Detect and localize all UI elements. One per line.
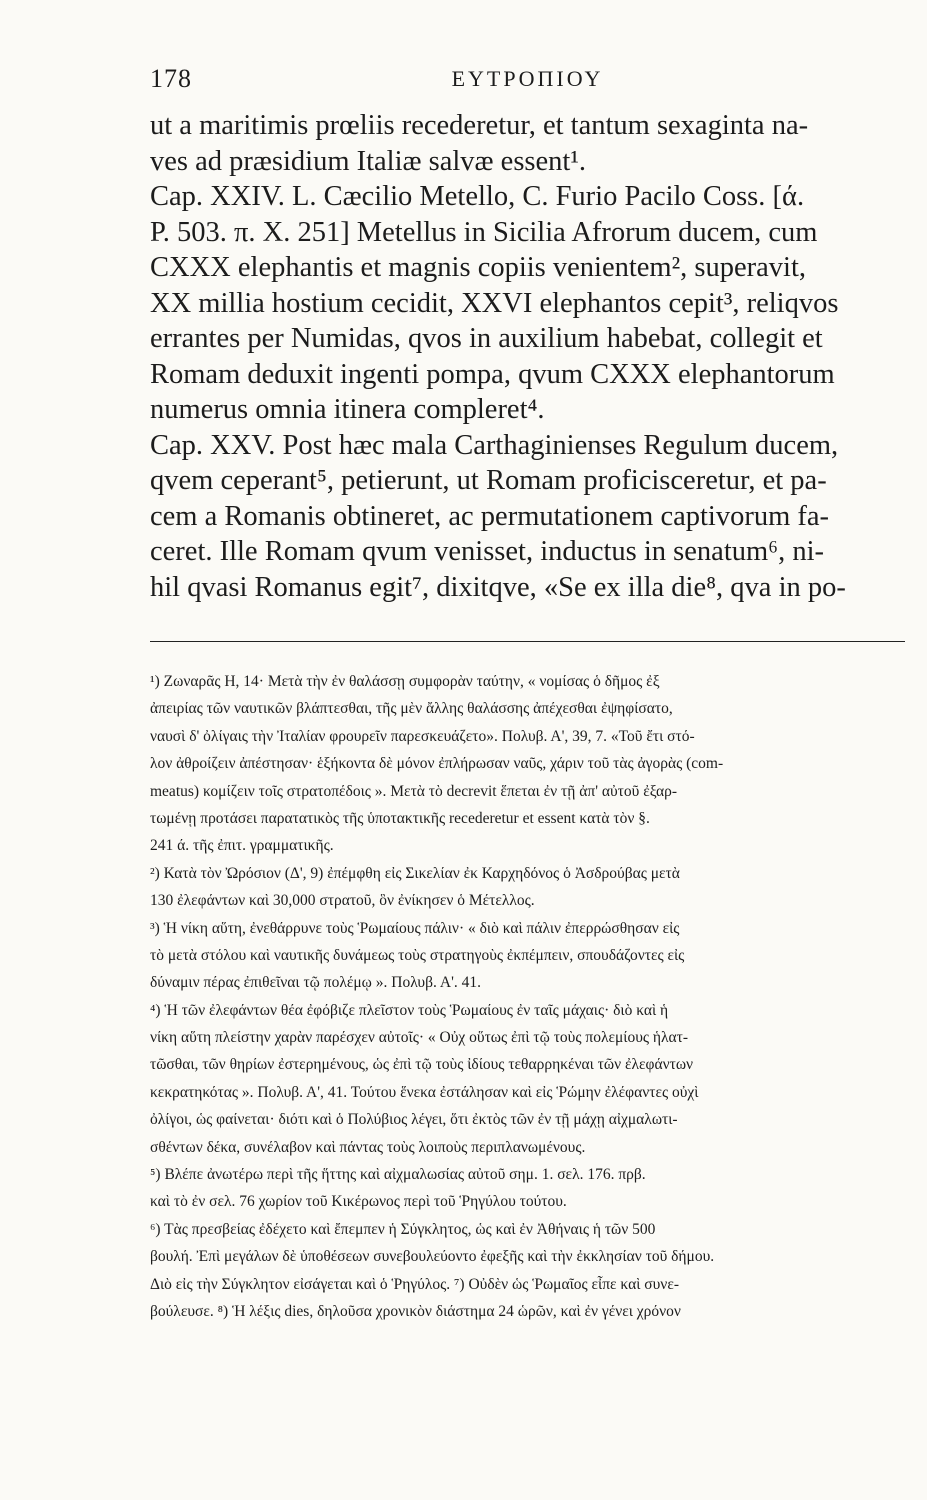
footnote-line: ⁴) Ἡ τῶν ἐλεφάντων θέα ἐφόβιζε πλεῖστον τοὺς Ῥωμαίους ἐν ταῖς μάχαις· διὸ καὶ ἡ xyxy=(150,1001,669,1019)
footnote-line: καὶ τὸ ἐν σελ. 76 χωρίον τοῦ Κικέρωνος περὶ τοῦ Ῥηγύλου τούτου. xyxy=(150,1193,567,1211)
footnote-line: δύναμιν πέρας ἐπιθεῖναι τῷ πολέμῳ ». Πολυβ. Α'. 41. xyxy=(150,974,481,992)
footnote-line: λον ἀθροίζειν ἀπέστησαν· ἑξήκοντα δὲ μόνον ἐπλήρωσαν ναῦς, χάριν τοῦ τὰς ἀγορὰς (com- xyxy=(150,755,724,773)
text-line: CXXX elephantis et magnis copiis venientem², superavit, xyxy=(150,252,806,283)
footnote-line: 241 ά. τῆς ἐπιτ. γραμματικῆς. xyxy=(150,837,334,855)
text-line: Cap. XXIV. L. Cæcilio Metello, C. Furio Pacilo Coss. [ά. xyxy=(150,181,805,212)
text-line: XX millia hostium cecidit, XXVI elephantos cepit³, reliqvos xyxy=(150,287,839,319)
footnote-divider xyxy=(150,641,905,642)
footnote-line: ναυσὶ δ' ὀλίγαις τὴν Ἰταλίαν φρουρεῖν παρεσκευάζετο». Πολυβ. Α', 39, 7. «Τοῦ ἔτι στό- xyxy=(150,727,695,745)
footnote-line: ²) Κατὰ τὸν Ὠρόσιον (Δ', 9) ἐπέμφθη εἰς Σικελίαν ἐκ Καρχηδόνος ὁ Ἀσδρούβας μετὰ xyxy=(150,864,680,882)
footnote-line: ³) Ἡ νίκη αὕτη, ἐνεθάρρυνε τοὺς Ῥωμαίους πάλιν· « διὸ καὶ πάλιν ἐπερρώσθησαν εἰς xyxy=(150,919,680,937)
text-line: numerus omnia itinera compleret⁴. xyxy=(150,394,545,425)
text-line: ut a maritimis prœliis recederetur, et tantum sexaginta na- xyxy=(150,110,809,141)
footnote-line: τωμένῃ προτάσει παρατατικὸς τῆς ὑποτακτικῆς recederetur et essent κατὰ τὸν §. xyxy=(150,809,650,827)
text-line: cem a Romanis obtineret, ac permutationem captivorum fa- xyxy=(150,500,830,532)
text-line: Romam deduxit ingenti pompa, qvum CXXX elephantorum xyxy=(150,358,835,390)
footnote-line: κεκρατηκότας ». Πολυβ. Α', 41. Τούτου ἕνεκα ἐστάλησαν καὶ εἰς Ῥώμην ἐλέφαντες οὐχὶ xyxy=(150,1083,699,1101)
footnote-line: νίκη αὕτη πλείστην χαρὰν παρέσχεν αὐτοῖς· « Οὐχ οὕτως ἐπὶ τῷ τοὺς πολεμίους ἡλατ- xyxy=(150,1029,689,1047)
footnote-line: βούλευσε. ⁸) Ἡ λέξις dies, δηλοῦσα χρονικὸν διάστημα 24 ὡρῶν, καὶ ἐν γένει χρόνον xyxy=(150,1302,681,1320)
footnote-line: ἀπειρίας τῶν ναυτικῶν βλάπτεσθαι, τῆς μὲν ἄλλης θαλάσσης ἀπέχεσθαι ἐψηφίσατο, xyxy=(150,700,673,718)
text-line: qvem ceperant⁵, petierunt, ut Romam proficisceretur, et pa- xyxy=(150,465,827,496)
page-number: 178 xyxy=(150,64,192,93)
footnotes xyxy=(150,668,905,1325)
footnote-line: ¹) Ζωναρᾶς Η, 14· Μετὰ τὴν ἐν θαλάσσῃ συμφορὰν ταύτην, « νομίσας ὁ δῆμος ἐξ xyxy=(150,673,660,690)
footnote-line: 130 ἐλεφάντων καὶ 30,000 στρατοῦ, ὃν ἐνίκησεν ὁ Μέτελλος. xyxy=(150,892,535,910)
page-header xyxy=(150,64,905,104)
main-text xyxy=(150,108,905,605)
footnote-line: τῶσθαι, τῶν θηρίων ἐστερημένους, ὡς ἐπὶ τῷ τοὺς ἰδίους τεθαρρηκέναι τῶν ἐλεφάντων xyxy=(150,1056,694,1074)
text-line: Cap. XXV. Post hæc mala Carthaginienses Regulum ducem, xyxy=(150,429,839,461)
footnote-line: Διὸ εἰς τὴν Σύγκλητον εἰσάγεται καὶ ὁ Ῥηγύλος. ⁷) Οὐδὲν ὡς Ῥωμαῖος εἶπε καὶ συνε- xyxy=(150,1275,679,1293)
text-line: hil qvasi Romanus egit⁷, dixitqve, «Se ex illa die⁸, qva in po- xyxy=(150,571,846,603)
text-line: errantes per Numidas, qvos in auxilium habebat, collegit et xyxy=(150,323,823,354)
footnote-line: meatus) κομίζειν τοῖς στρατοπέδοις ». Μετὰ τὸ decrevit ἕπεται ἐν τῇ ἀπ' αὐτοῦ ἐξαρ- xyxy=(150,782,678,800)
footnote-line: ὀλίγοι, ὡς φαίνεται· διότι καὶ ὁ Πολύβιος λέγει, ὅτι ἐκτὸς τῶν ἐν τῇ μάχῃ αἰχμαλωτι- xyxy=(150,1111,678,1129)
footnote-line: τὸ μετὰ στόλου καὶ ναυτικῆς δυνάμεως τοὺς στρατηγοὺς ἐκπέμπειν, σπουδάζοντες εἰς xyxy=(150,946,685,964)
text-line: ceret. Ille Romam qvum venisset, inductus in senatum⁶, ni- xyxy=(150,536,825,567)
footnote-line: βουλή. Ἐπὶ μεγάλων δὲ ὑποθέσεων συνεβουλεύοντο ἐφεξῆς καὶ τὴν ἐκκλησίαν τοῦ δήμου. xyxy=(150,1248,715,1266)
footnote-line: ⁵) Βλέπε ἀνωτέρω περὶ τῆς ἥττης καὶ αἰχμαλωσίας αὐτοῦ σημ. 1. σελ. 176. πρβ. xyxy=(150,1166,646,1184)
text-line: Ρ. 503. π. Χ. 251] Metellus in Sicilia Afrorum ducem, cum xyxy=(150,216,818,248)
footnote-line: ⁶) Τὰς πρεσβείας ἐδέχετο καὶ ἔπεμπεν ἡ Σύγκλητος, ὡς καὶ ἐν Ἀθήναις ἡ τῶν 500 xyxy=(150,1220,656,1238)
text-line: ves ad præsidium Italiæ salvæ essent¹. xyxy=(150,145,587,177)
running-head: ΕΥΤΡΟΠΙΟΥ xyxy=(451,66,604,91)
footnote-line: σθέντων δέκα, συνέλαβον καὶ πάντας τοὺς λοιποὺς περιπλανωμένους. xyxy=(150,1138,586,1156)
